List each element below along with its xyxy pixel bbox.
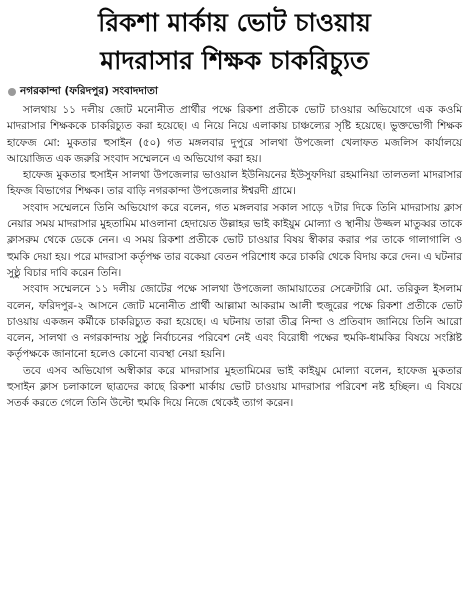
paragraph-4: সংবাদ সম্মেলনে ১১ দলীয় জোটের পক্ষে সালথা উপজেলা জামায়াতের সেক্রেটারি মো. তরিকুল ইসলাম বলেন, ফরিদপুর-২ আসনে জোট মনোনীত প্রার্থী আল্লামা আকরাম আলী হুজুরের পক্ষে রিকশা প্রতীকে ভোট চাওয়ায় একজন কর্মীকে চাকরিচ্যুত করা হয়েছে। এ ঘটনায় তারা তীব্র নিন্দা ও প্রতিবাদ জানিয়ে তিনি আরো বলেন, সালথা ও নগরকান্দায় সুষ্ঠু নির্বাচনের পরিবেশ নেই এবং বিরোধী পক্ষের হুমকি-ধামকির বিষয়ে সংশ্লিষ্ট কর্তৃপক্ষকে জানানো হলেও কোনো ব্যবস্থা নেয়া হয়নি। [7, 283, 462, 361]
article-body [7, 102, 462, 412]
paragraph-3: সংবাদ সম্মেলনে তিনি অভিযোগ করে বলেন, গত মঙ্গলবার সকাল সাড়ে ৭টার দিকে তিনি মাদরাসায় ক্লাস নেয়ার সময় মাদরাসার মুহতামিম মাওলানা হেদায়েত উল্লাহর ভাই কাইয়ুম মোল্যা ও স্থানীয় উজ্জল মাতুব্বর তাকে ক্লাসরুম থেকে ডেকে নেন। এ সময় রিকশা প্রতীকে ভোট চাওয়ার বিষয় স্বীকার করার পর তাকে গালাগালি ও হুমকি দেয়া হয়। পরে মাদরাসা কর্তৃপক্ষ তার বকেয়া বেতন পরিশোধ করে চাকরি থেকে বিদায় করে দেন। এ ঘটনার সুষ্ঠু বিচার দাবি করেন তিনি। [7, 201, 462, 279]
dateline [7, 84, 462, 100]
headline [7, 4, 462, 80]
bullet-icon [8, 88, 16, 96]
paragraph-5: তবে এসব অভিযোগ অস্বীকার করে মাদরাসার মুহতামিমের ভাই কাইয়ুম মোল্যা বলেন, হাফেজ মুকতার হুসাইন ক্লাস চলাকালে ছাত্রদের কাছে রিকশা মার্কায় ভোট চাওয়ায় মাদরাসার পরিবেশ নষ্ট হচ্ছিল। এ বিষয়ে সতর্ক করতে গেলে তিনি উল্টো হুমকি দিয়ে নিজে থেকেই ত্যাগ করেন। [7, 364, 462, 410]
paragraph-2: হাফেজ মুকতার হুসাইন সালথা উপজেলার ভাওয়াল ইউনিয়নের ইউসুফদিয়া রহমানিয়া তালতলা মাদরাসার হিফজ বিভাগের শিক্ষক। তার বাড়ি নগরকান্দা উপজেলার ঈশ্বরদী গ্রামে। [7, 169, 462, 198]
headline-line-1: রিকশা মার্কায় ভোট চাওয়ায় [98, 8, 371, 37]
dateline-text: নগরকান্দা (ফরিদপুর) সংবাদদাতা [20, 84, 158, 97]
paragraph-1: সালথায় ১১ দলীয় জোট মনোনীত প্রার্থীর পক্ষে রিকশা প্রতীকে ভোট চাওয়ার অভিযোগে এক কওমি মাদরাসার শিক্ষককে চাকরিচ্যুত করা হয়েছে। এ নিয়ে নিয়ে এলাকায় চাঞ্চল্যের সৃষ্টি হয়েছে। ভুক্তভোগী শিক্ষক হাফেজ মো: মুকতার হুসাইন (৫০) গত মঙ্গলবার দুপুরে সালথা উপজেলা খেলাফত মজলিস কার্যালয়ে আয়োজিত এক জরুরি সংবাদ সম্মেলনে এ অভিযোগ করা হয়। [7, 104, 462, 165]
headline-line-2: মাদরাসার শিক্ষক চাকরিচ্যুত [100, 46, 369, 75]
